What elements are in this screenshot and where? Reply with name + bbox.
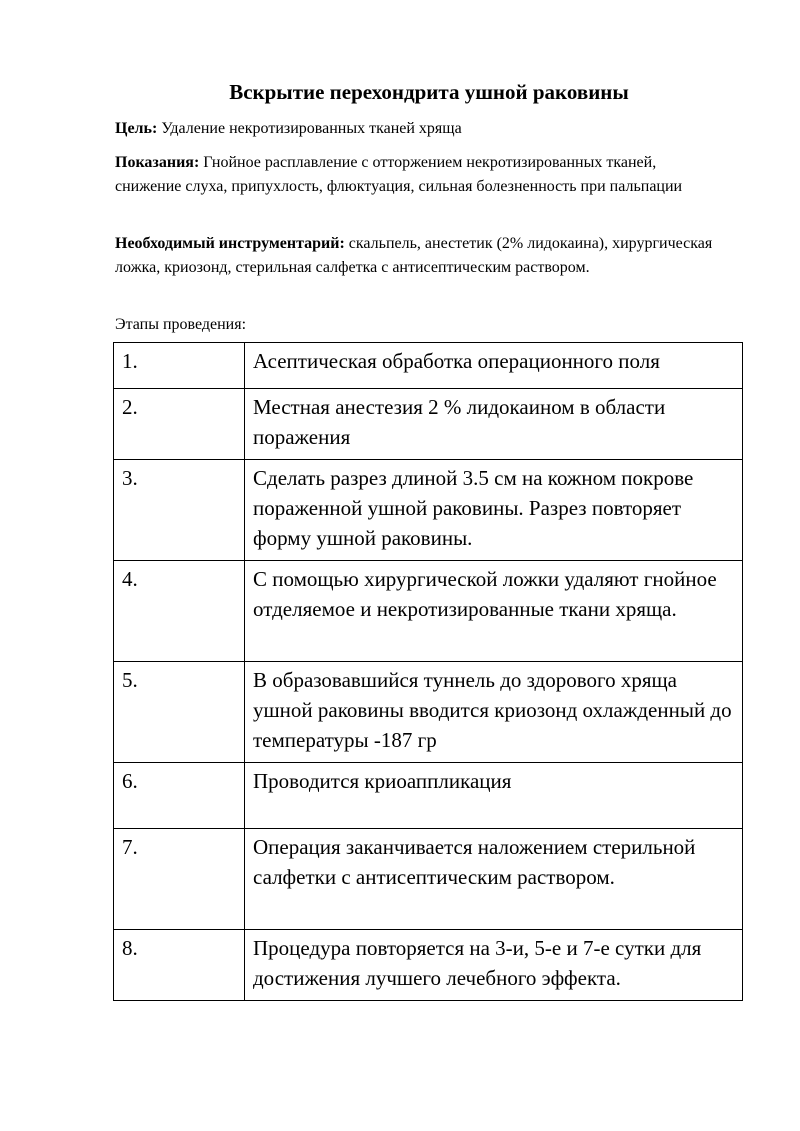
tools-paragraph xyxy=(115,232,715,280)
tools-text: скальпель, анестетик (2% лидокаина), хирургическая ложка, криозонд, стерильная салфетка с антисептическим раствором. xyxy=(115,235,713,276)
table-row xyxy=(114,829,743,930)
goal-label: Цель: xyxy=(115,120,158,137)
page-title: Вскрытие перехондрита ушной раковины xyxy=(229,80,629,104)
step-number: 8. xyxy=(114,930,245,1001)
step-number: 1. xyxy=(114,343,245,389)
step-text: В образовавшийся туннель до здорового хряща ушной раковины вводится криозонд охлажденный до температуры -187 гр xyxy=(245,662,743,763)
table-row xyxy=(114,662,743,763)
table-row xyxy=(114,561,743,662)
step-number: 7. xyxy=(114,829,245,930)
tools-label: Необходимый инструментарий: xyxy=(115,235,345,252)
indications-text: Гнойное расплавление с отторжением некротизированных тканей, снижение слуха, припухлость, флюктуация, сильная болезненность при пальпации xyxy=(115,154,683,195)
goal-paragraph xyxy=(115,117,715,141)
step-number: 6. xyxy=(114,763,245,829)
step-text: Процедура повторяется на 3-и, 5-е и 7-е сутки для достижения лучшего лечебного эффекта. xyxy=(245,930,743,1001)
step-number: 2. xyxy=(114,389,245,460)
step-text: Проводится криоаппликация xyxy=(245,763,743,829)
step-text: Сделать разрез длиной 3.5 см на кожном покрове пораженной ушной раковины. Разрез повторяет форму ушной раковины. xyxy=(245,460,743,561)
step-text: Асептическая обработка операционного поля xyxy=(245,343,743,389)
step-text: С помощью хирургической ложки удаляют гнойное отделяемое и некротизированные ткани хряща. xyxy=(245,561,743,662)
step-number: 3. xyxy=(114,460,245,561)
indications-label: Показания: xyxy=(115,154,200,171)
step-number: 5. xyxy=(114,662,245,763)
table-row xyxy=(114,389,743,460)
table-row xyxy=(114,343,743,389)
steps-table xyxy=(113,342,743,1001)
step-text: Операция заканчивается наложением стерильной салфетки с антисептическим раствором. xyxy=(245,829,743,930)
stages-label: Этапы проведения: xyxy=(115,316,247,333)
step-number: 4. xyxy=(114,561,245,662)
step-text: Местная анестезия 2 % лидокаином в области поражения xyxy=(245,389,743,460)
goal-text: Удаление некротизированных тканей хряща xyxy=(161,120,462,137)
table-row xyxy=(114,930,743,1001)
table-row xyxy=(114,763,743,829)
table-row xyxy=(114,460,743,561)
indications-paragraph xyxy=(115,151,715,199)
